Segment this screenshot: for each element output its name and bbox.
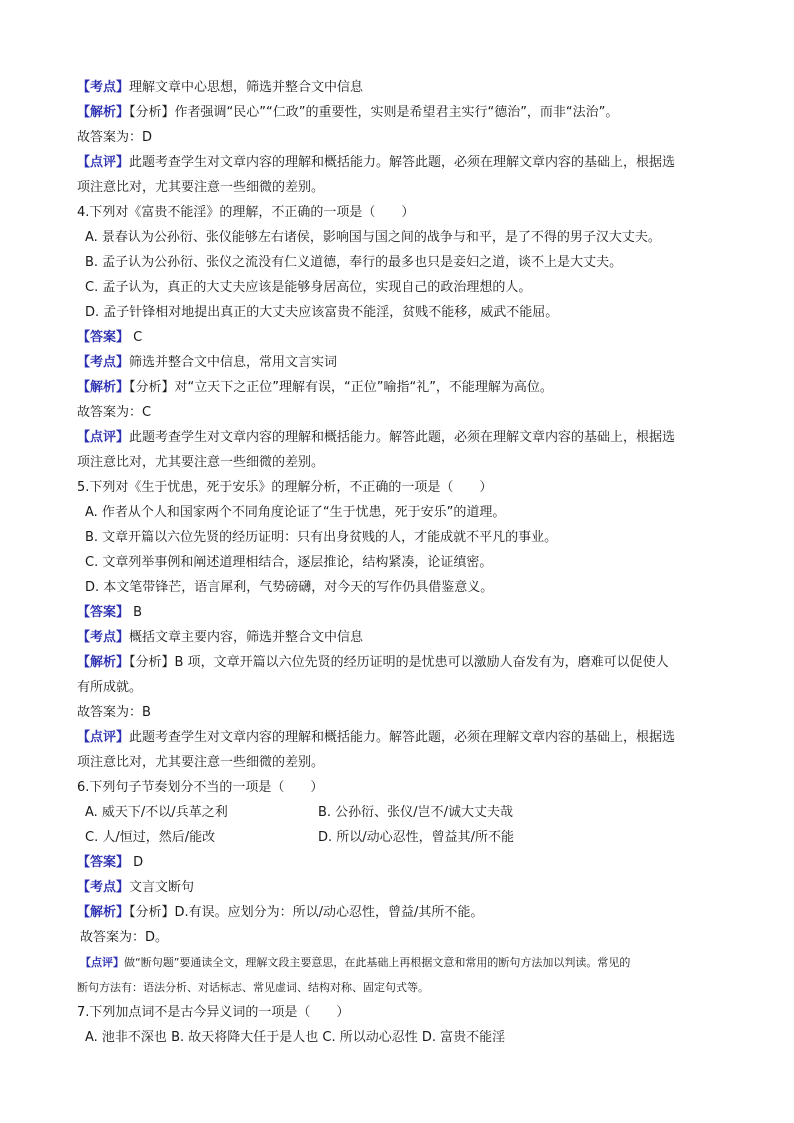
q5-option-d: D. 本文笔带锋芒，语言犀利，气势磅礴，对今天的写作仍具借鉴意义。 [85, 580, 494, 595]
q5-kaodian [77, 628, 734, 648]
q6-jiexi [77, 903, 734, 923]
q6-kaodian [77, 878, 734, 898]
kaodian-tag: 【考点】 [77, 80, 130, 95]
answer-value: B [129, 605, 143, 620]
q4-answer [77, 328, 734, 348]
dianping-tag: 【点评】 [77, 730, 130, 745]
q4-option-b: B. 孟子认为公孙衍、张仪之流没有仁义道德，奉行的最多也只是妾妇之道，谈不上是大丈夫。 [85, 255, 623, 270]
kaodian-text: 文言文断句 [129, 880, 195, 895]
jiexi-tag: 【解析】 [77, 655, 130, 670]
dianping-text: 此题考查学生对文章内容的理解和概括能力。解答此题，必须在理解文章内容的基础上，根据选 [129, 730, 676, 745]
q5-dianping-cont: 项注意比对，尤其要注意一些细微的差别。 [77, 755, 325, 770]
q5-answer [77, 603, 734, 623]
answer-line-q3: 故答案为：D [77, 130, 153, 145]
q6-dianping-cont: 断句方法有：语法分析、对话标志、常见虚词、结构对称、固定句式等。 [77, 981, 429, 994]
answer-value: C [129, 330, 143, 345]
dianping-tag: 【点评】 [80, 956, 124, 969]
jiexi-tag: 【解析】 [77, 380, 130, 395]
q5-jiexi-cont: 有所成就。 [77, 680, 143, 695]
dianping-tag: 【点评】 [77, 430, 130, 445]
answer-value: D [129, 855, 144, 870]
q6-options-row2 [85, 828, 734, 848]
jiexi-tag: 【解析】 [77, 905, 130, 920]
dianping-text: 做“断句题”要通读全文，理解文段主要意思，在此基础上再根据文意和常用的断句方法加以判读。常见的 [124, 956, 631, 969]
answer-tag: 【答案】 [77, 330, 130, 345]
q6-option-c: C. 人/恒过，然后/能改 [85, 830, 216, 845]
q6-answer-line: 故答案为：D。 [80, 930, 169, 945]
q4-dianping [77, 428, 734, 448]
jiexi-text: 【分析】D.有误。应划分为：所以/动心忍性，曾益/其所不能。 [129, 905, 484, 920]
kaodian-q3 [77, 78, 734, 98]
q7-option-b: B. 故天将降大任于是人也 [171, 1030, 319, 1045]
q5-option-a: A. 作者从个人和国家两个不同角度论证了“生于忧患，死于安乐”的道理。 [85, 505, 506, 520]
q5-option-b: B. 文章开篇以六位先贤的经历证明：只有出身贫贱的人，才能成就不平凡的事业。 [85, 530, 558, 545]
q4-kaodian [77, 353, 734, 373]
dianping-text: 此题考查学生对文章内容的理解和概括能力。解答此题，必须在理解文章内容的基础上，根据选 [129, 430, 676, 445]
q5-option-c: C. 文章列举事例和阐述道理相结合，逐层推论，结构紧凑，论证缜密。 [85, 555, 493, 570]
q5-jiexi [77, 653, 734, 673]
q4-option-d: D. 孟子针锋相对地提出真正的大丈夫应该富贵不能淫，贫贱不能移，威武不能屈。 [85, 305, 559, 320]
q4-option-c: C. 孟子认为，真正的大丈夫应该是能够身居高位，实现自己的政治理想的人。 [85, 280, 532, 295]
q5-stem: 5.下列对《生于忧患，死于安乐》的理解分析，不正确的一项是（ ） [77, 480, 493, 495]
q7-options-row [85, 1028, 734, 1048]
q4-jiexi [77, 378, 734, 398]
kaodian-text: 概括文章主要内容，筛选并整合文中信息 [129, 630, 364, 645]
q4-stem: 4.下列对《富贵不能淫》的理解，不正确的一项是（ ） [77, 205, 415, 220]
q4-option-a: A. 景春认为公孙衍、张仪能够左右诸侯，影响国与国之间的战争与和平，是了不得的男子汉大丈夫。 [85, 230, 661, 245]
q6-answer [77, 853, 734, 873]
dianping-text: 此题考查学生对文章内容的理解和概括能力。解答此题，必须在理解文章内容的基础上，根据选 [129, 155, 676, 170]
kaodian-text: 理解文章中心思想，筛选并整合文中信息 [129, 80, 364, 95]
q6-options-row1 [85, 803, 734, 823]
q6-dianping [80, 953, 734, 973]
kaodian-tag: 【考点】 [77, 880, 130, 895]
dianping-tag: 【点评】 [77, 155, 130, 170]
jiexi-text: 【分析】作者强调“民心”“仁政”的重要性，实则是希望君主实行“德治”，而非“法治”。 [129, 105, 619, 120]
jiexi-q3 [77, 103, 734, 123]
q4-answer-line: 故答案为：C [77, 405, 152, 420]
dianping-q3 [77, 153, 734, 173]
answer-tag: 【答案】 [77, 855, 130, 870]
q5-answer-line: 故答案为：B [77, 705, 151, 720]
q5-dianping [77, 728, 734, 748]
q6-stem: 6.下列句子节奏划分不当的一项是（ ） [77, 780, 324, 795]
q6-option-d: D. 所以/动心忍性，曾益其/所不能 [318, 830, 515, 845]
answer-tag: 【答案】 [77, 605, 130, 620]
jiexi-tag: 【解析】 [77, 105, 130, 120]
q6-option-b: B. 公孙衍、张仪/岂不/诚大丈夫哉 [318, 805, 513, 820]
dianping-q3-cont: 项注意比对，尤其要注意一些细微的差别。 [77, 180, 325, 195]
jiexi-text: 【分析】B 项，文章开篇以六位先贤的经历证明的是忧患可以激励人奋发有为，磨难可以促使人 [129, 655, 669, 670]
kaodian-tag: 【考点】 [77, 630, 130, 645]
kaodian-tag: 【考点】 [77, 355, 130, 370]
q7-option-d: D. 富贵不能淫 [421, 1030, 506, 1045]
q6-option-a: A. 威天下/不以/兵革之利 [85, 805, 228, 820]
jiexi-text: 【分析】对“立天下之正位”理解有误，“正位”喻指“礼”，不能理解为高位。 [129, 380, 553, 395]
q7-option-c: C. 所以动心忍性 [322, 1030, 418, 1045]
q7-stem: 7.下列加点词不是古今异义词的一项是（ ） [77, 1005, 350, 1020]
q4-dianping-cont: 项注意比对，尤其要注意一些细微的差别。 [77, 455, 325, 470]
q7-option-a: A. 池非不深也 [85, 1030, 167, 1045]
kaodian-text: 筛选并整合文中信息，常用文言实词 [129, 355, 338, 370]
